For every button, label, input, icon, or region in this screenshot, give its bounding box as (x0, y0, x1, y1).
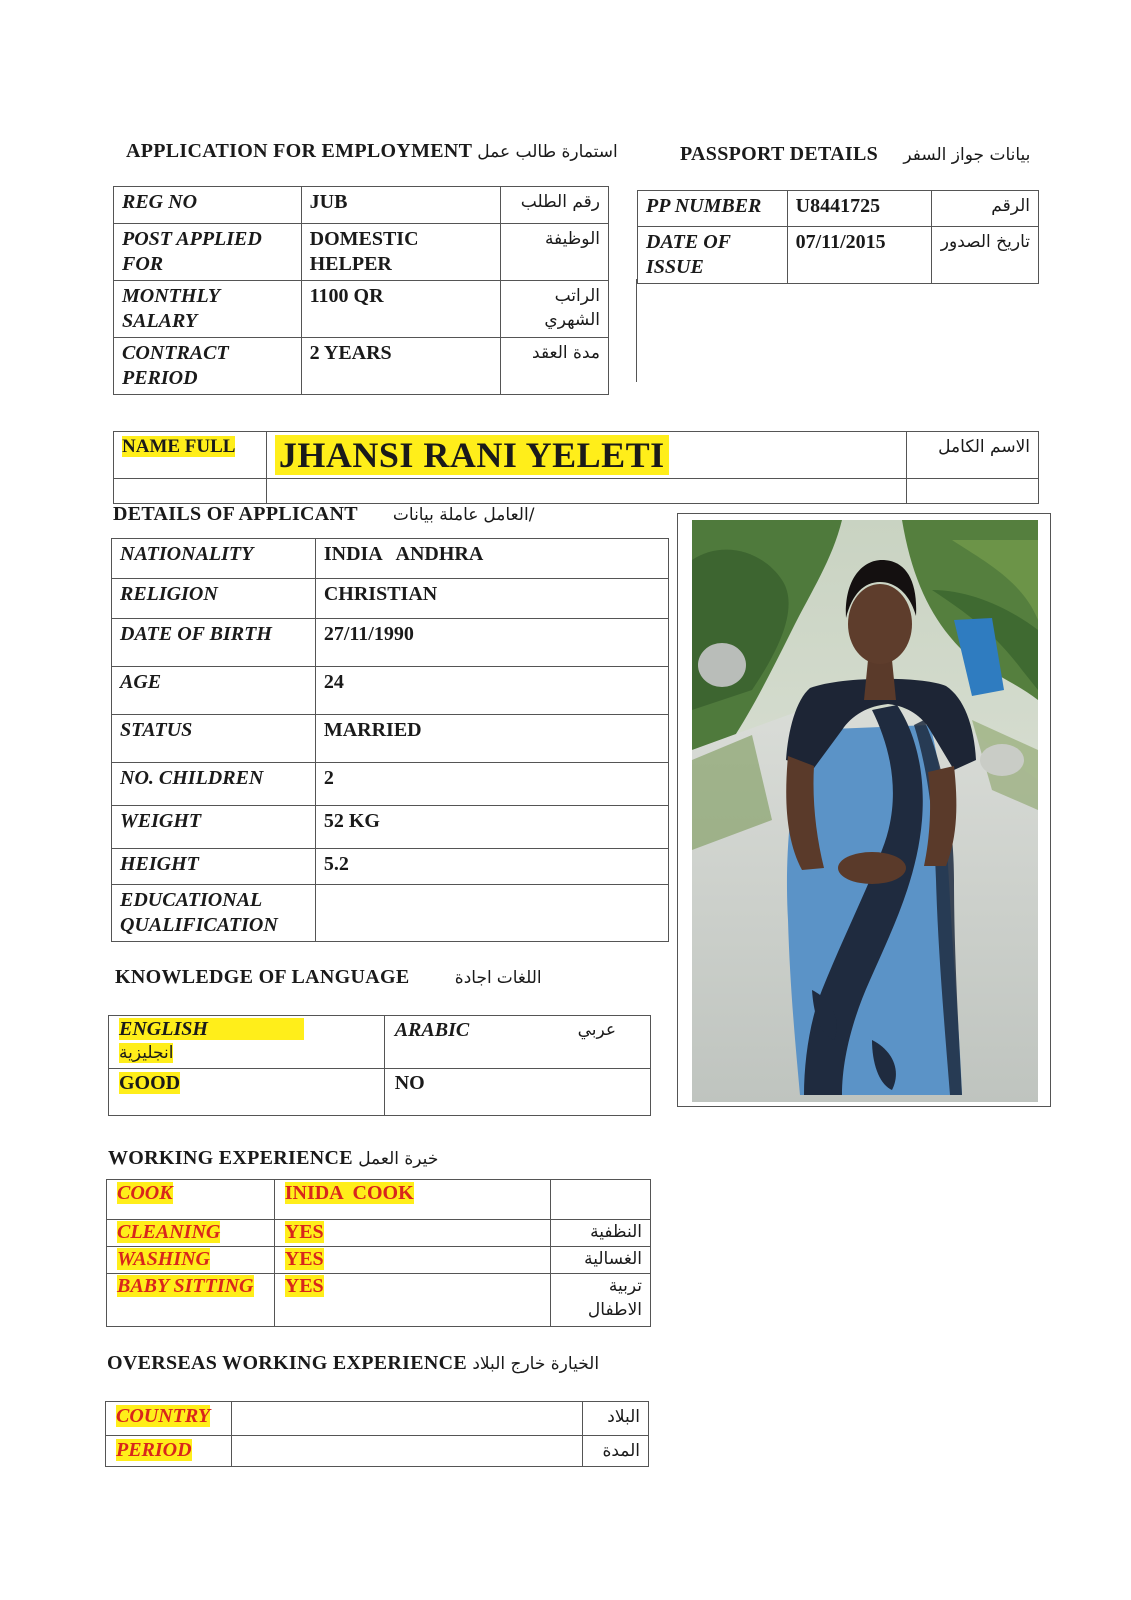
education-value (315, 885, 668, 942)
height-value: 5.2 (315, 849, 668, 885)
applicant-photo (692, 520, 1038, 1102)
english-value-cell (109, 1069, 385, 1116)
baby-sitting-value-cell (274, 1274, 550, 1327)
contract-period-value: 2 YEARS (301, 338, 501, 395)
cleaning-ar: النظفية (551, 1220, 651, 1247)
country-label: COUNTRY (116, 1405, 211, 1427)
name-empty-cell (266, 479, 906, 504)
applicant-heading (113, 503, 534, 526)
application-heading-ar: استمارة طالب عمل (477, 142, 618, 162)
cleaning-value-cell (274, 1220, 550, 1247)
application-heading (126, 140, 618, 163)
table-row (112, 806, 669, 849)
name-value-cell (266, 432, 906, 479)
status-value: MARRIED (315, 715, 668, 763)
applicant-table (111, 538, 669, 942)
country-cell (106, 1402, 232, 1436)
table-row (112, 849, 669, 885)
table-row (114, 224, 609, 281)
passport-heading-ar: بيانات جواز السفر (903, 145, 1031, 165)
period-value (231, 1436, 582, 1467)
nationality-label: NATIONALITY (112, 539, 316, 579)
name-empty-cell (114, 479, 267, 504)
country-value (231, 1402, 582, 1436)
cook-label: COOK (117, 1182, 173, 1204)
arabic-ar: عربي (577, 1020, 616, 1040)
table-row (109, 1016, 651, 1069)
name-empty-cell (907, 479, 1039, 504)
application-table (113, 186, 609, 395)
baby-sitting-value: YES (284, 1275, 324, 1297)
baby-sitting-label: BABY SITTING (117, 1275, 254, 1297)
passport-vertical-rule (636, 279, 637, 382)
english-ar: انجليزية (119, 1043, 174, 1063)
passport-table (637, 190, 1039, 284)
children-label: NO. CHILDREN (112, 763, 316, 806)
language-heading-ar2: اجادة (454, 968, 492, 988)
weight-label: WEIGHT (112, 806, 316, 849)
applicant-heading-text: DETAILS OF APPLICANT (113, 503, 358, 525)
table-row (107, 1274, 651, 1327)
date-of-issue-label: DATE OF ISSUE (638, 227, 788, 284)
arabic-value: NO (384, 1069, 650, 1116)
table-row (107, 1220, 651, 1247)
arabic-label: ARABIC (394, 1019, 470, 1041)
cook-ar (551, 1180, 651, 1220)
washing-value: YES (284, 1248, 324, 1270)
table-row (114, 479, 1039, 504)
table-row (114, 187, 609, 224)
table-row (638, 191, 1039, 227)
table-row (106, 1402, 649, 1436)
language-heading-ar: اللغات (496, 968, 542, 988)
reg-no-label: REG NO (114, 187, 302, 224)
table-row (638, 227, 1039, 284)
table-row (112, 763, 669, 806)
reg-no-value: JUB (301, 187, 501, 224)
cleaning-cell (107, 1220, 275, 1247)
experience-table (106, 1179, 651, 1327)
table-row (114, 432, 1039, 479)
monthly-salary-ar: الراتب الشهري (501, 281, 609, 338)
baby-sitting-cell (107, 1274, 275, 1327)
table-row (112, 885, 669, 942)
language-heading (115, 966, 542, 989)
post-applied-value: DOMESTIC HELPER (301, 224, 501, 281)
applicant-photo-frame (677, 513, 1051, 1107)
language-table (108, 1015, 651, 1116)
english-value: GOOD (119, 1072, 181, 1094)
period-label: PERIOD (116, 1439, 192, 1461)
table-row (107, 1180, 651, 1220)
experience-heading-ar: خيرة العمل (358, 1149, 439, 1169)
table-row (114, 281, 609, 338)
table-row (114, 338, 609, 395)
name-label-cell (114, 432, 267, 479)
applicant-heading-ar: العامل (483, 505, 529, 525)
table-row (112, 667, 669, 715)
nationality-value: INDIA ANDHRA (315, 539, 668, 579)
language-heading-text: KNOWLEDGE OF LANGUAGE (115, 966, 410, 988)
cleaning-label: CLEANING (117, 1221, 221, 1243)
name-label: NAME FULL (122, 436, 236, 457)
height-label: HEIGHT (112, 849, 316, 885)
cook-value: INIDA COOK (284, 1182, 414, 1204)
post-applied-ar: الوظيفة (501, 224, 609, 281)
name-value: JHANSI RANI YELETI (275, 435, 669, 475)
religion-label: RELIGION (112, 579, 316, 619)
passport-heading-text: PASSPORT DETAILS (680, 143, 879, 165)
cook-value-cell (274, 1180, 550, 1220)
table-row (112, 579, 669, 619)
english-cell (109, 1016, 385, 1069)
pp-number-label: PP NUMBER (638, 191, 788, 227)
monthly-salary-label: MONTHLY SALARY (114, 281, 302, 338)
country-ar: البلاد (583, 1402, 649, 1436)
table-row (109, 1069, 651, 1116)
pp-number-value: U8441725 (787, 191, 932, 227)
period-ar: المدة (583, 1436, 649, 1467)
weight-value: 52 KG (315, 806, 668, 849)
children-value: 2 (315, 763, 668, 806)
table-row (106, 1436, 649, 1467)
experience-heading (108, 1147, 438, 1170)
washing-cell (107, 1247, 275, 1274)
overseas-heading-text: OVERSEAS WORKING EXPERIENCE (107, 1352, 468, 1374)
arabic-cell (384, 1016, 650, 1069)
monthly-salary-value: 1100 QR (301, 281, 501, 338)
table-row (107, 1247, 651, 1274)
table-row (112, 539, 669, 579)
name-ar: الاسم الكامل (907, 432, 1039, 479)
washing-value-cell (274, 1247, 550, 1274)
contract-period-label: CONTRACT PERIOD (114, 338, 302, 395)
table-row (112, 619, 669, 667)
name-table (113, 431, 1039, 504)
washing-label: WASHING (117, 1248, 210, 1270)
education-label: EDUCATIONAL QUALIFICATION (112, 885, 316, 942)
period-cell (106, 1436, 232, 1467)
cook-cell (107, 1180, 275, 1220)
experience-heading-text: WORKING EXPERIENCE (108, 1147, 353, 1169)
passport-heading (680, 143, 1030, 166)
post-applied-label: POST APPLIED FOR (114, 224, 302, 281)
pp-number-ar: الرقم (932, 191, 1039, 227)
age-value: 24 (315, 667, 668, 715)
overseas-table (105, 1401, 649, 1467)
cleaning-value: YES (284, 1221, 324, 1243)
age-label: AGE (112, 667, 316, 715)
applicant-heading-ar2: عاملة بيانات/ (392, 505, 535, 525)
reg-no-ar: رقم الطلب (501, 187, 609, 224)
date-of-issue-value: 07/11/2015 (787, 227, 932, 284)
contract-period-ar: مدة العقد (501, 338, 609, 395)
date-of-issue-ar: تاريخ الصدور (932, 227, 1039, 284)
status-label: STATUS (112, 715, 316, 763)
table-row (112, 715, 669, 763)
washing-ar: الغسالية (551, 1247, 651, 1274)
english-label: ENGLISH (119, 1018, 304, 1040)
religion-value: CHRISTIAN (315, 579, 668, 619)
overseas-heading (107, 1352, 599, 1375)
overseas-heading-ar: الخيارة خارج البلاد (472, 1354, 600, 1374)
application-heading-text: APPLICATION FOR EMPLOYMENT (126, 140, 472, 162)
date-of-birth-value: 27/11/1990 (315, 619, 668, 667)
date-of-birth-label: DATE OF BIRTH (112, 619, 316, 667)
baby-sitting-ar: تربية الاطفال (551, 1274, 651, 1327)
